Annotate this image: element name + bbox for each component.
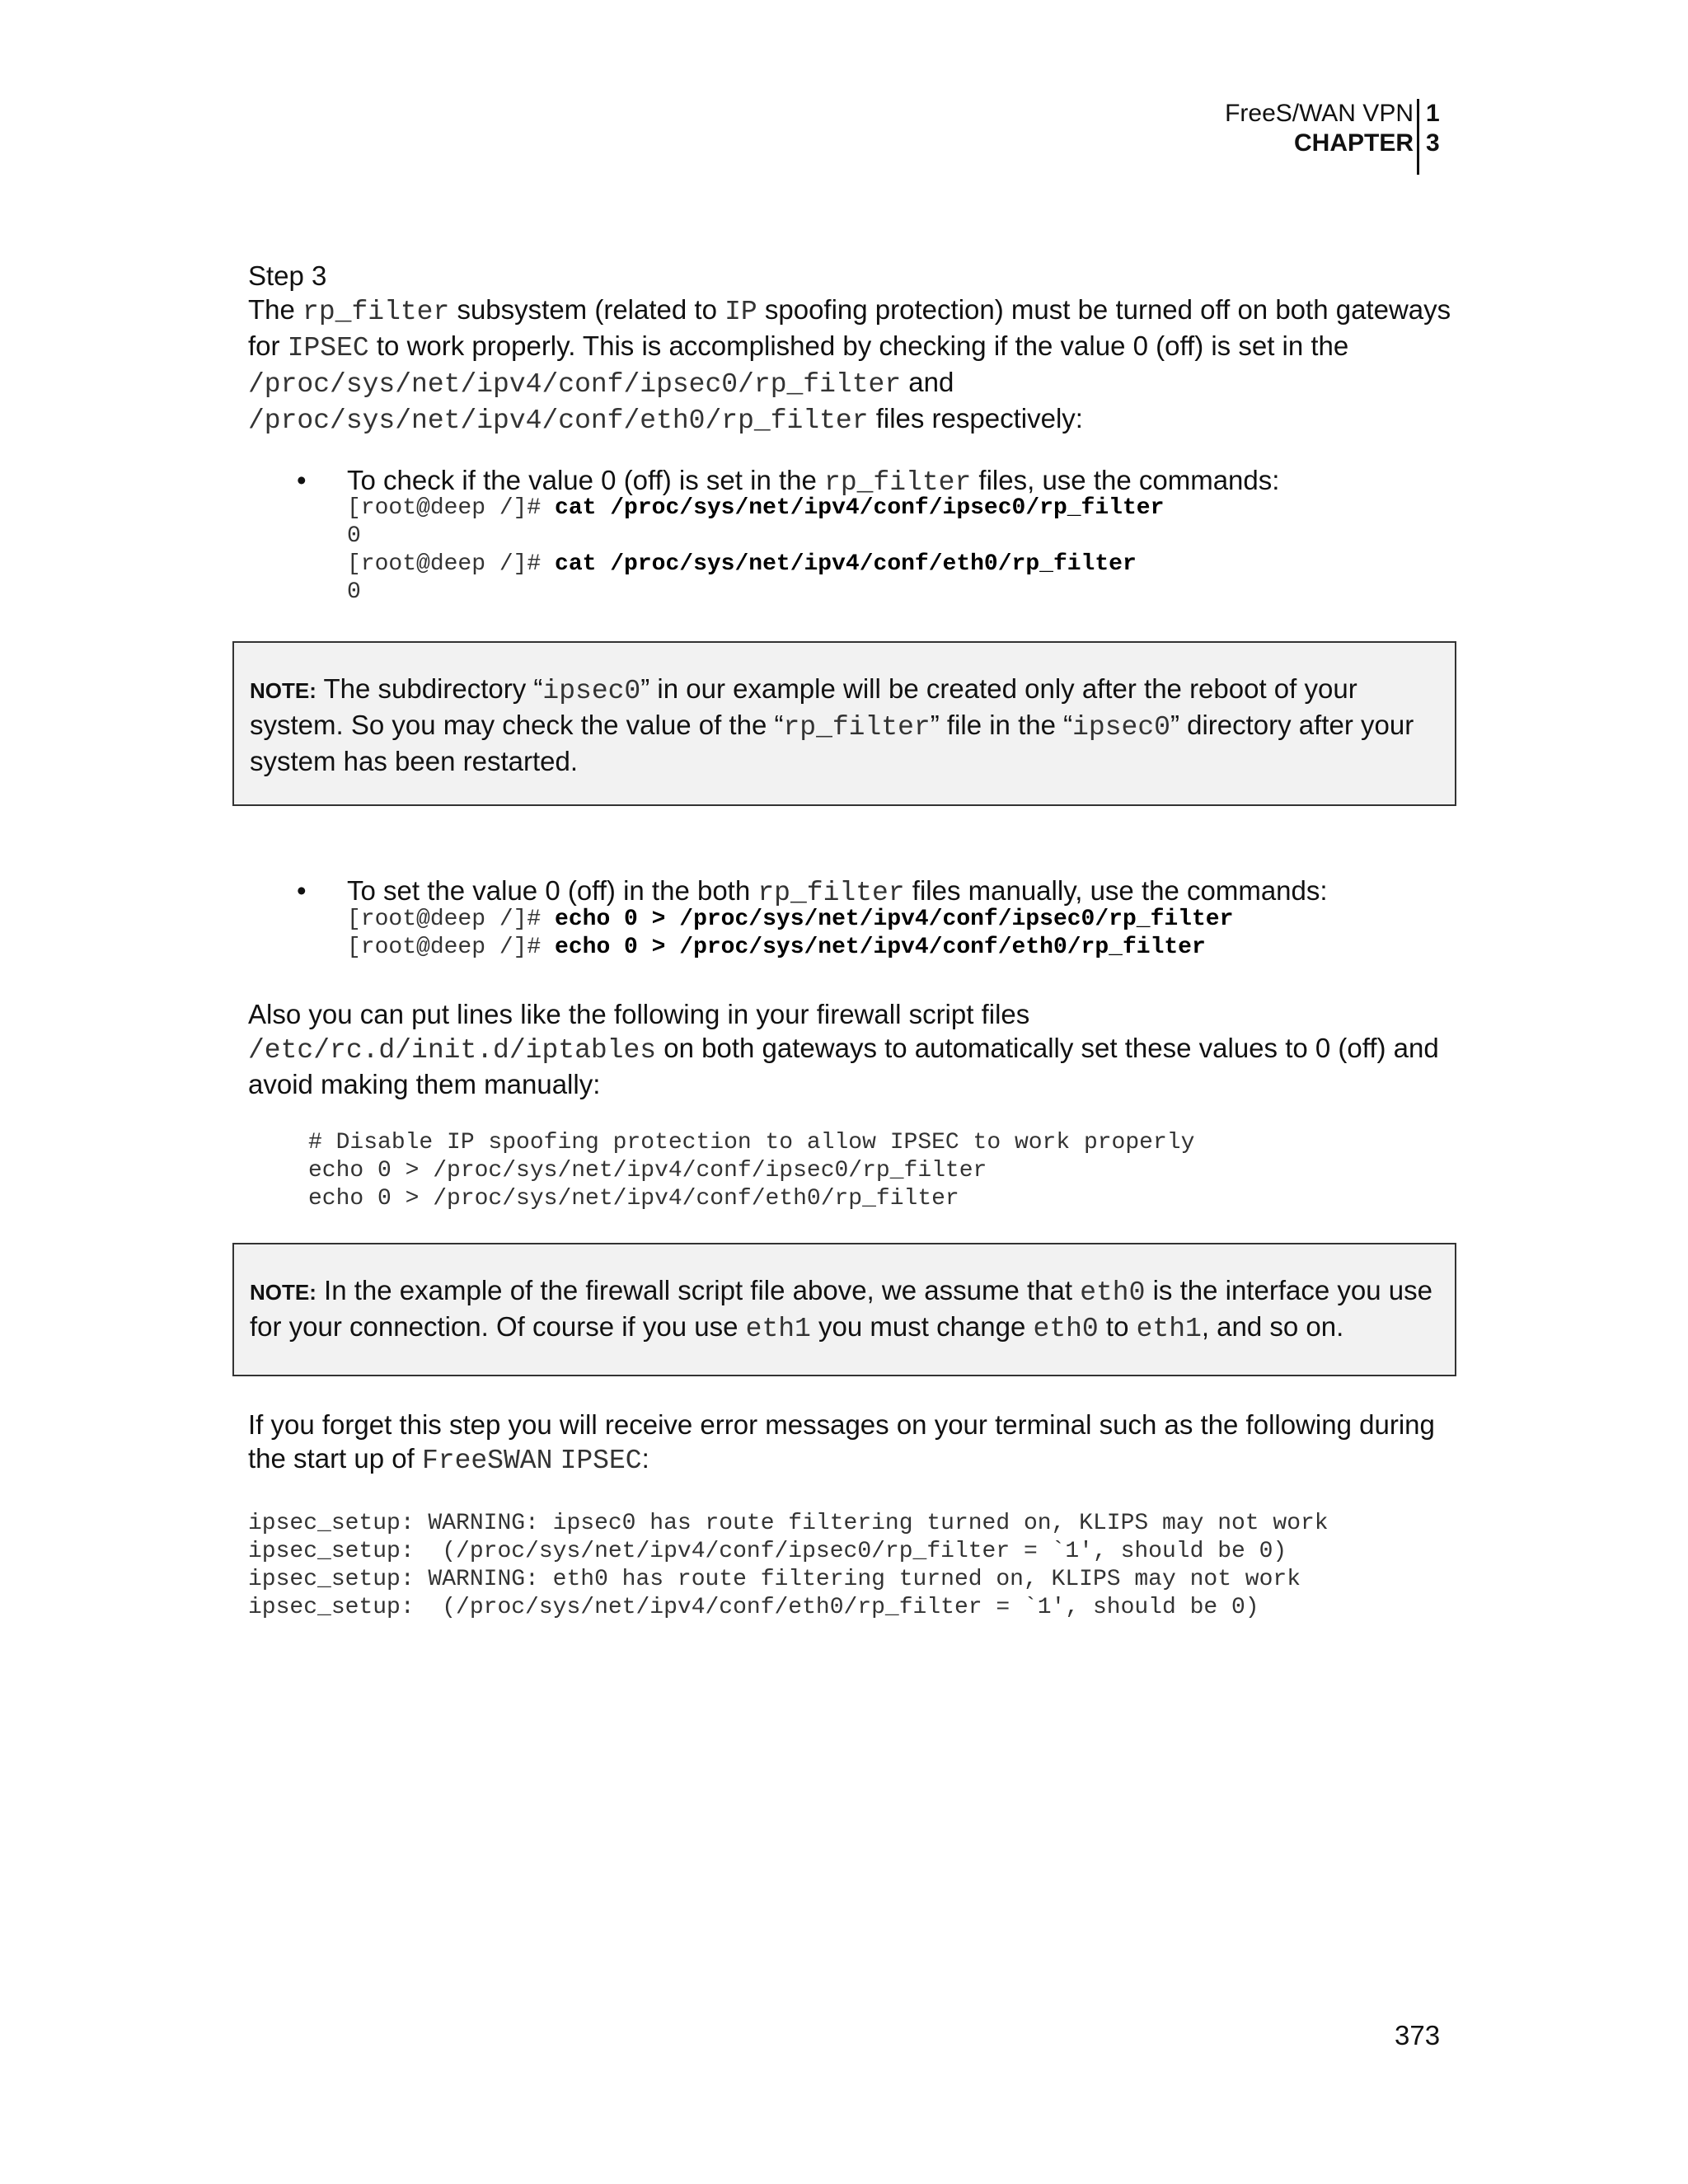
shell-command: echo 0 > /proc/sys/net/ipv4/conf/ipsec0/rp_filter: [555, 907, 1234, 932]
intro-code: IP: [724, 297, 757, 327]
bullet-code: rp_filter: [757, 878, 905, 908]
shell-prompt: [root@deep /]#: [347, 907, 556, 932]
intro-paragraph: [248, 293, 1460, 438]
note-code: ipsec0: [542, 676, 641, 706]
note-code: eth0: [1033, 1314, 1099, 1344]
code-line: [347, 579, 1164, 607]
intro-code: rp_filter: [302, 297, 450, 327]
intro-text: The: [248, 294, 303, 325]
header-number-1: 1: [1426, 100, 1440, 127]
paragraph-code: FreeSWAN: [421, 1446, 553, 1476]
code-line: [347, 934, 1233, 962]
code-line: ipsec_setup: WARNING: ipsec0 has route filtering turned on, KLIPS may not work: [248, 1511, 1329, 1536]
firewall-script: [308, 1129, 1194, 1213]
intro-text: subsystem (related to: [449, 294, 725, 325]
shell-prompt: [root@deep /]#: [347, 551, 556, 577]
bullet-glyph: •: [297, 465, 307, 495]
note-code: eth1: [1136, 1314, 1202, 1344]
note-text: [250, 1273, 1445, 1346]
note-code: eth1: [745, 1314, 811, 1344]
shell-output: 0: [347, 523, 361, 549]
code-line: ipsec_setup: (/proc/sys/net/ipv4/conf/eth0/rp_filter = `1', should be 0): [248, 1595, 1259, 1620]
paragraph-code: /etc/rc.d/init.d/iptables: [248, 1035, 657, 1066]
intro-code: /proc/sys/net/ipv4/conf/eth0/rp_filter: [248, 405, 869, 436]
firewall-paragraph: [248, 997, 1460, 1101]
check-commands: [347, 494, 1164, 607]
code-line: [347, 523, 1164, 551]
header-number-2: 3: [1426, 129, 1440, 157]
note-text-part: ” directory after your system has been restarted.: [250, 710, 1414, 776]
paragraph-text: :: [641, 1443, 649, 1474]
page-number: 373: [1395, 2020, 1441, 2050]
header-chapter-number: [1426, 99, 1440, 158]
paragraph-code: IPSEC: [560, 1446, 642, 1476]
note-code: rp_filter: [783, 712, 931, 743]
note-text-part: , and so on.: [1201, 1311, 1344, 1342]
shell-command: cat /proc/sys/net/ipv4/conf/eth0/rp_filter: [555, 551, 1137, 577]
note-text-part: ” file in the “: [930, 710, 1073, 740]
bullet-glyph: •: [297, 875, 307, 906]
note-code: ipsec0: [1072, 712, 1170, 743]
set-commands: [347, 906, 1233, 962]
note-label: NOTE:: [250, 1280, 316, 1305]
note-text-part: ” in our example will be created only after the reboot of your system. So you may check the value of the “: [250, 673, 1357, 740]
bullet-text: files manually, use the commands:: [904, 875, 1328, 906]
bullet-code: rp_filter: [824, 467, 972, 498]
paragraph-text: on both gateways to automatically set these values to 0 (off) and avoid making them manually:: [248, 1033, 1439, 1099]
note-code: eth0: [1080, 1277, 1146, 1308]
note-text-part: you must change: [810, 1311, 1034, 1342]
bullet-text: To check if the value 0 (off) is set in the: [347, 465, 825, 495]
code-line: [347, 494, 1164, 523]
note-text-part: to: [1098, 1311, 1137, 1342]
code-line: [347, 906, 1233, 934]
note-box: [232, 1243, 1456, 1376]
paragraph-text: If you forget this step you will receive error messages on your terminal such as the following during the start up of: [248, 1409, 1435, 1474]
header-book-title: FreeS/WAN VPN: [1225, 100, 1414, 127]
step-title: Step 3: [248, 260, 327, 291]
intro-code: IPSEC: [287, 333, 369, 363]
note-text-part: is the interface you use for your connection. Of course if you use: [250, 1275, 1432, 1342]
paragraph-text: Also you can put lines like the following in your firewall script files: [248, 999, 1030, 1029]
bullet-set-text: [347, 874, 1460, 910]
intro-code: /proc/sys/net/ipv4/conf/ipsec0/rp_filter: [248, 369, 902, 400]
header-chapter-label: CHAPTER: [1293, 129, 1414, 157]
bullet-text: files, use the commands:: [971, 465, 1280, 495]
shell-command: echo 0 > /proc/sys/net/ipv4/conf/eth0/rp_filter: [555, 935, 1206, 960]
error-intro-paragraph: [248, 1408, 1460, 1478]
error-output: [248, 1510, 1329, 1622]
shell-prompt: [root@deep /]#: [347, 495, 556, 521]
note-text-part: In the example of the firewall script file above, we assume that: [316, 1275, 1081, 1305]
bullet-text: To set the value 0 (off) in the both: [347, 875, 758, 906]
intro-text: spoofing protection) must be turned off on both gateways for: [248, 294, 1451, 361]
code-line: echo 0 > /proc/sys/net/ipv4/conf/ipsec0/rp_filter: [308, 1158, 987, 1183]
code-line: ipsec_setup: WARNING: eth0 has route filtering turned on, KLIPS may not work: [248, 1567, 1301, 1592]
code-line: echo 0 > /proc/sys/net/ipv4/conf/eth0/rp_filter: [308, 1186, 959, 1212]
note-text: [250, 672, 1445, 778]
note-box: [232, 641, 1456, 806]
code-line: ipsec_setup: (/proc/sys/net/ipv4/conf/ipsec0/rp_filter = `1', should be 0): [248, 1539, 1287, 1564]
code-line: [347, 551, 1164, 579]
code-line: # Disable IP spoofing protection to allow IPSEC to work properly: [308, 1130, 1195, 1155]
paragraph-text: [552, 1443, 560, 1474]
shell-command: cat /proc/sys/net/ipv4/conf/ipsec0/rp_filter: [555, 495, 1165, 521]
shell-prompt: [root@deep /]#: [347, 935, 556, 960]
header-left: [1225, 99, 1414, 158]
note-label: NOTE:: [250, 678, 316, 703]
header-divider: [1417, 99, 1419, 175]
note-text-part: The subdirectory “: [316, 673, 543, 704]
intro-text: to work properly. This is accomplished by checking if the value 0 (off) is set in the: [368, 330, 1349, 361]
shell-output: 0: [347, 579, 361, 605]
intro-text: and: [901, 367, 954, 397]
intro-text: files respectively:: [868, 403, 1083, 434]
